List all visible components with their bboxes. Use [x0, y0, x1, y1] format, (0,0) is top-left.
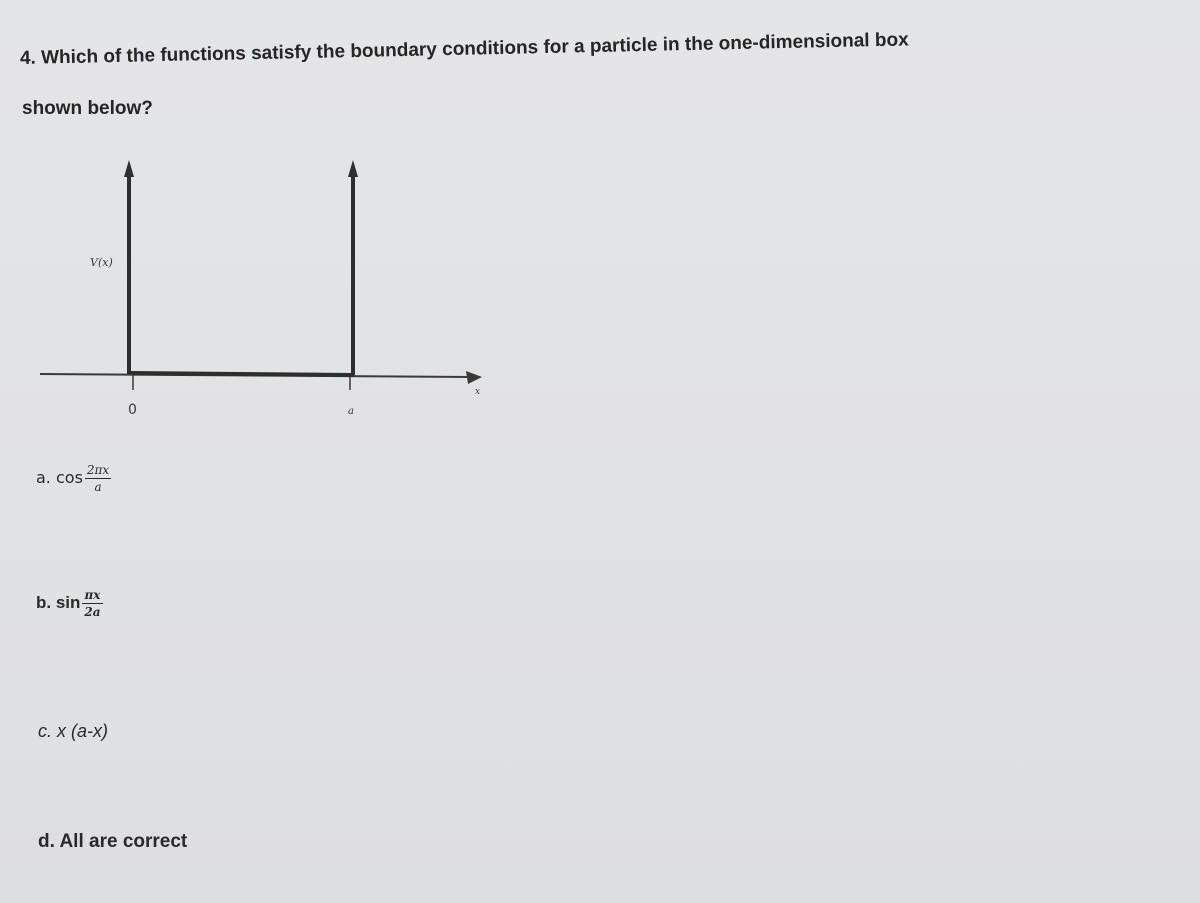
x-axis-arrowhead: [466, 371, 482, 384]
option-b[interactable]: [36, 589, 103, 618]
option-a-denominator: a: [94, 480, 102, 494]
option-a-fraction: [85, 464, 111, 493]
option-c[interactable]: c. x (a-x): [38, 721, 108, 741]
option-a[interactable]: [36, 464, 111, 493]
y-axis-label: V(x): [90, 256, 113, 269]
question-text-line-2: shown below?: [22, 98, 153, 119]
left-wall-arrowhead: [124, 160, 134, 177]
origin-label: 0: [128, 402, 137, 418]
option-b-denominator: 2a: [84, 605, 101, 619]
question-text-line-1: 4. Which of the functions satisfy the boundary conditions for a particle in the one-dimensional box: [19, 29, 909, 69]
option-b-numerator: πx: [82, 589, 102, 604]
right-wall-arrowhead: [348, 160, 358, 177]
option-a-numerator: 2πx: [86, 463, 110, 477]
option-b-fraction: [82, 589, 102, 618]
option-a-prefix: a. cos: [36, 468, 83, 487]
option-d[interactable]: d. All are correct: [38, 831, 188, 852]
right-wall-label: a: [348, 406, 354, 417]
potential-well-diagram: [0, 0, 520, 440]
option-b-prefix: b. sin: [36, 592, 81, 612]
x-axis-label: x: [475, 387, 481, 397]
box-floor: [130, 373, 354, 375]
